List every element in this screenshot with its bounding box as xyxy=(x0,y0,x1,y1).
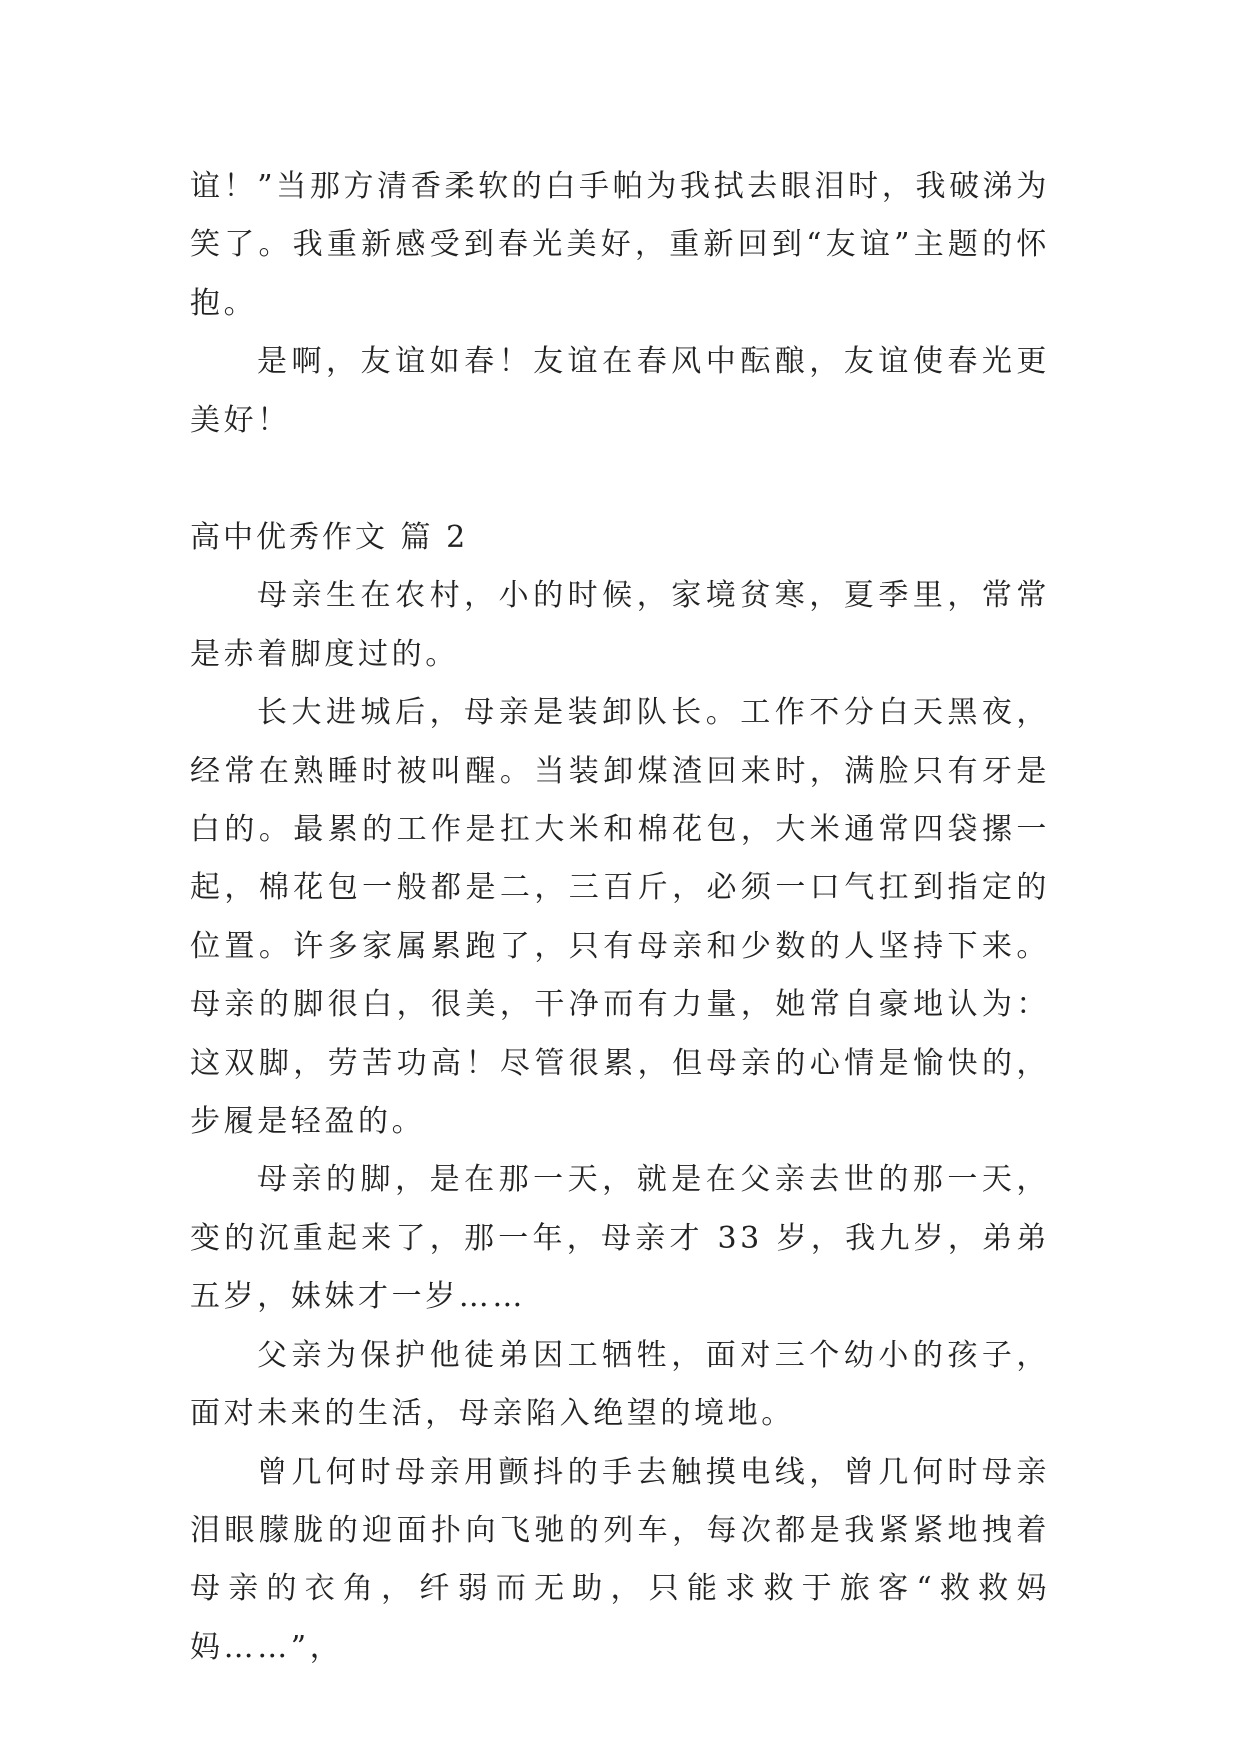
essay-2 xyxy=(190,509,1050,1677)
paragraph: 是啊，友谊如春！友谊在春风中酝酿，友谊使春光更美好！ xyxy=(190,344,1050,438)
essay-1-ending xyxy=(190,158,1050,450)
paragraph: 母亲的脚，是在那一天，就是在父亲去世的那一天，变的沉重起来了，那一年，母亲才 33 岁，我九岁，弟弟五岁，妹妹才一岁…… xyxy=(190,1162,1050,1315)
paragraph: 曾几何时母亲用颤抖的手去触摸电线，曾几何时母亲泪眼朦胧的迎面扑向飞驰的列车，每次都是我紧紧地拽着母亲的衣角，纤弱而无助，只能求救于旅客“救救妈妈……”， xyxy=(190,1454,1050,1665)
paragraph: 母亲生在农村，小的时候，家境贫寒，夏季里，常常是赤着脚度过的。 xyxy=(190,578,1050,672)
paragraph: 长大进城后，母亲是装卸队长。工作不分白天黑夜，经常在熟睡时被叫醒。当装卸煤渣回来时，满脸只有牙是白的。最累的工作是扛大米和棉花包，大米通常四袋摞一起，棉花包一般都是二，三百斤，必须一口气扛到指定的位置。许多家属累跑了，只有母亲和少数的人坚持下来。母亲的脚很白，很美，干净而有力量，她常自豪地认为：这双脚，劳苦功高！尽管很累，但母亲的心情是愉快的，步履是轻盈的。 xyxy=(190,695,1050,1140)
paragraph-continued: 谊！”当那方清香柔软的白手帕为我拭去眼泪时，我破涕为笑了。我重新感受到春光美好，重新回到“友谊”主题的怀抱。 xyxy=(190,169,1050,321)
section-heading: 高中优秀作文 篇 2 xyxy=(190,520,469,555)
paragraph: 父亲为保护他徒弟因工牺牲，面对三个幼小的孩子，面对未来的生活，母亲陷入绝望的境地。 xyxy=(190,1337,1050,1432)
